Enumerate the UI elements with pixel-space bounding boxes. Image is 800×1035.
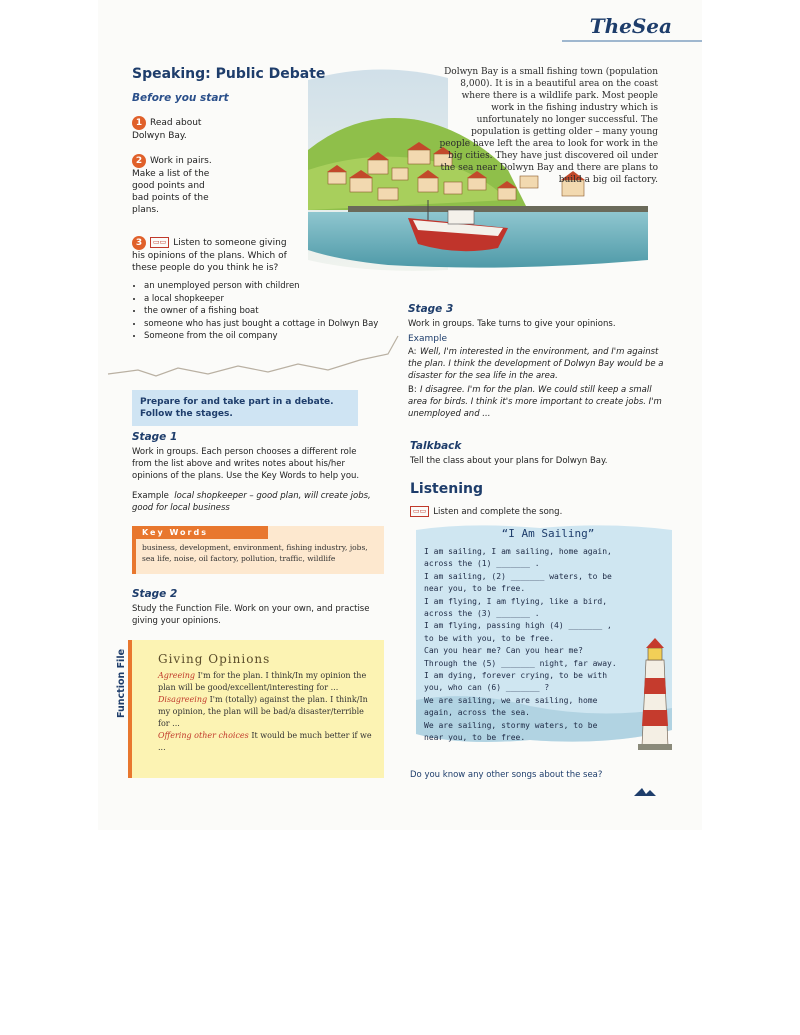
listening-instruction: ▭▭ Listen and complete the song. [410,506,562,517]
lyric-line: across the (1) _______ . [424,559,540,569]
wave-icon [634,786,656,798]
task-3 [132,236,292,274]
brand-rule [562,40,702,42]
lyric-line: you, who can (6) _______ ? [424,683,550,693]
agreeing-label: Agreeing [158,671,196,680]
offering-text: It would be much better if we ... [158,731,372,752]
stage-3-example-label: Example [408,334,448,344]
closing-question: Do you know any other songs about the sea? [410,770,603,780]
lyric-line: Can you hear me? Can you hear me? [424,646,583,656]
lyric-line: I am flying, passing high (4) _______ , [424,621,612,631]
task-2 [132,154,214,216]
task-number-badge: 1 [132,116,146,130]
example-dialog [408,346,668,420]
speaker-label: B: [408,385,417,395]
list-item: • Someone from the oil company [144,330,384,343]
dolwyn-bay-intro: Dolwyn Bay is a small fishing town (population 8,000). It is in a beautiful area on the coast where there is a wildlife park. Most people work in the fishing industry which is unfortunately no longer successful. The population is getting older – many young people have left the area to look for work in the big cities. They have just discovered oil under the sea near Dolwyn Bay and there are plans to build a big oil factory. [439,67,658,185]
lyric-line: I am sailing, (2) _______ waters, to be [424,571,612,581]
task-text: Work in pairs. Make a list of the good points and bad points of the plans. [132,156,212,215]
prepare-debate-box: Prepare for and take part in a debate. Follow the stages. [132,390,358,426]
disagreeing-label: Disagreeing [158,695,208,704]
lyric-line: We are sailing, we are sailing, home [424,695,598,705]
dialog-line-a [408,346,668,382]
lyric-line: to be with you, to be free. [424,633,555,643]
list-item: • an unemployed person with children [144,280,384,293]
giving-opinions-heading: Giving Opinions [158,652,271,666]
list-item: • the owner of a fishing boat [144,305,384,318]
dialog-line-b [408,384,668,420]
speaker-label: A: [408,347,417,357]
lyric-line: near you, to be free. [424,584,526,594]
song-lyrics [424,546,654,745]
key-words-box [132,526,384,574]
page-title: Speaking: Public Debate [132,66,326,82]
lyric-line: I am sailing, I am sailing, home again, [424,547,612,556]
talkback-heading: Talkback [410,440,462,452]
key-words-list: business, development, environment, fishing industry, jobs, sea life, noise, oil factory, pollution, traffic, wildlife [142,543,368,563]
task-number-badge: 2 [132,154,146,168]
dialog-text: Well, I'm interested in the environment, and I'm against the plan. I think the development of Dolwyn Bay would be a disaster for the sea life in the area. [408,347,664,381]
disagreeing-text: I'm (totally) against the plan. I think/In my opinion, the plan will be bad/a disaster/terrible for ... [158,695,368,728]
section-brand: TheSea [589,14,672,38]
task-1 [132,116,212,142]
task-text: Listen to someone giving his opinions of the plans. Which of these people do you think he is? [132,238,287,273]
lyric-line: near you, to be free. [424,733,526,743]
tape-icon: ▭▭ [410,506,429,517]
stage-2-heading: Stage 2 [132,588,178,600]
example-label: Example [132,491,169,501]
example-text: local shopkeeper – good plan, will create jobs, good for local business [132,491,371,513]
function-file-tab [112,640,128,720]
stage-1-heading: Stage 1 [132,431,178,443]
function-file-text [132,670,384,754]
stage-1-example [132,490,382,514]
task-number-badge: 3 [132,236,146,250]
task-text: Read about Dolwyn Bay. [132,118,202,141]
textbook-page [98,0,702,830]
list-item: • a local shopkeeper [144,293,384,306]
dialog-text: I disagree. I'm for the plan. We could still keep a small area for birds. I think it's more important to create jobs. I'm unemployed and ... [408,385,662,419]
stage-3-text: Work in groups. Take turns to give your opinions. [408,319,616,329]
key-words-heading: Key Words [136,526,268,539]
lyric-line: I am flying, I am flying, like a bird, [424,596,608,606]
agreeing-text: I'm for the plan. I think/In my opinion the plan will be good/excellent/interesting for ... [158,671,367,692]
lyric-line: We are sailing, stormy waters, to be [424,720,598,730]
tape-icon: ▭▭ [150,237,169,248]
stage-3-heading: Stage 3 [408,303,454,315]
list-item: • someone who has just bought a cottage in Dolwyn Bay [144,318,384,331]
function-file-box [128,640,384,778]
offering-label: Offering other choices [158,731,249,740]
function-file-label: Function File [116,648,127,718]
song-title: “I Am Sailing” [501,527,595,540]
listening-heading: Listening [410,481,483,497]
stage-2-text: Study the Function File. Work on your own, and practise giving your opinions. [132,604,370,626]
lyric-line: again, across the sea. [424,708,530,718]
talkback-text: Tell the class about your plans for Dolwyn Bay. [410,456,608,466]
before-you-start-heading: Before you start [132,92,229,104]
lyric-line: Through the (5) _______ night, far away. [424,658,617,668]
lyric-line: across the (3) _______ . [424,609,540,619]
lyric-line: I am dying, forever crying, to be with [424,671,608,681]
stage-1-text: Work in groups. Each person chooses a different role from the list above and writes notes about his/her opinions of the plans. Use the Key Words to help you. [132,447,360,481]
